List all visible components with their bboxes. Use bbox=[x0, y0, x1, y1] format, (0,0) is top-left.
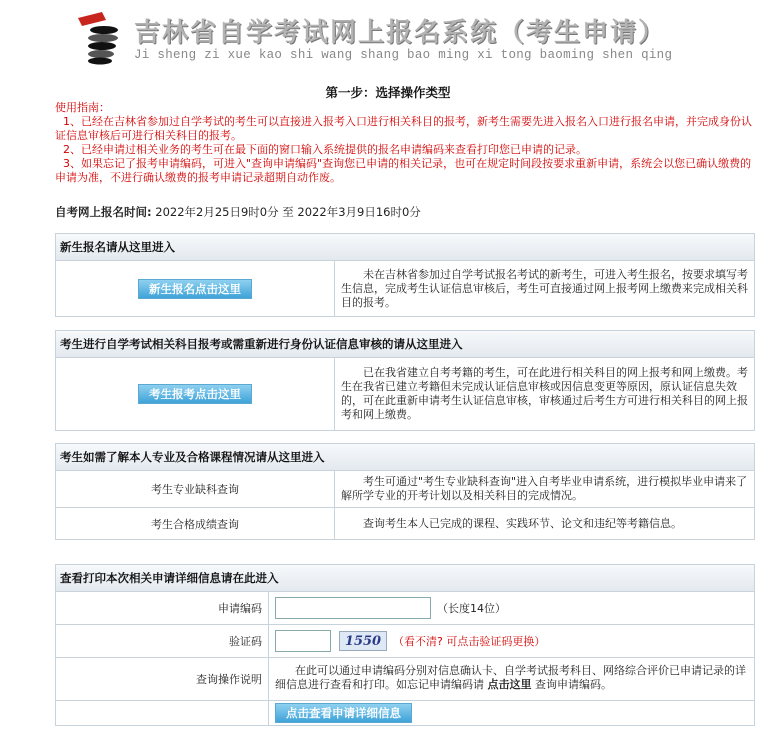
exam-registration-panel-title: 考生进行自学考试相关科目报考或需重新进行身份认证信息审核的请从这里进入 bbox=[56, 331, 754, 358]
query-instructions-text bbox=[269, 658, 754, 700]
query-panel bbox=[55, 443, 755, 540]
view-application-details-button[interactable]: 点击查看申请详细信息 bbox=[275, 703, 412, 723]
registration-time-label: 自考网上报名时间: bbox=[55, 205, 152, 219]
header bbox=[0, 0, 776, 72]
exam-register-button[interactable]: 考生报考点击这里 bbox=[138, 384, 252, 404]
passed-score-query-description: 查询考生本人已完成的课程、实践环节、论文和违纪等考籍信息。 bbox=[363, 516, 682, 530]
query-instructions-part-b: 查询申请编码。 bbox=[535, 678, 612, 691]
find-application-code-link[interactable]: 点击这里 bbox=[487, 678, 532, 691]
new-student-description: 未在吉林省参加过自学考试报名考试的新考生，可进入考生报名，按要求填写考生信息，完成考生认证信息审核后，考生可直接通过网上报考网上缴费来完成相关科目的报考。 bbox=[341, 267, 748, 309]
new-student-panel-title: 新生报名请从这里进入 bbox=[56, 234, 754, 261]
captcha-refresh-hint[interactable]: （看不清? 可点击验证码更换） bbox=[393, 635, 546, 648]
captcha-image[interactable]: 1550 bbox=[339, 631, 387, 651]
missing-course-query-link[interactable]: 考生专业缺科查询 bbox=[56, 471, 335, 507]
system-title: 吉林省自学考试网上报名系统（考生申请） bbox=[134, 18, 667, 48]
query-panel-title: 考生如需了解本人专业及合格课程情况请从这里进入 bbox=[56, 444, 754, 471]
new-student-panel bbox=[55, 233, 755, 317]
application-code-label: 申请编码 bbox=[56, 592, 269, 624]
button-row-spacer bbox=[56, 701, 269, 725]
guide-item-1: 1、已经在吉林省参加过自学考试的考生可以直接进入报考入口进行相关科目的报考，新考生需要先进入报名入口进行报名申请，并完成身份认证信息审核后可进行相关科目的报考。 bbox=[55, 115, 752, 142]
missing-course-query-description: 考生可通过"考生专业缺科查询"进入自考毕业申请系统，进行模拟毕业申请来了解所学专业的开考计划以及相关科目的完成情况。 bbox=[341, 475, 748, 502]
guide-item-3: 3、如果忘记了报考申请编码，可进入"查询申请编码"查询您已申请的相关记录，也可在规定时间段按要求重新申请，系统会以您已确认缴费的申请为准，不进行确认缴费的报考申请记录超期自动作废。 bbox=[55, 157, 752, 184]
exam-registration-panel bbox=[55, 330, 755, 431]
guide-heading: 使用指南： bbox=[55, 101, 110, 114]
application-code-hint: （长度14位） bbox=[437, 602, 506, 615]
usage-guide bbox=[55, 101, 755, 185]
guide-item-2: 2、已经申请过相关业务的考生可在最下面的窗口输入系统提供的报名申请编码来查看打印您已申请的记录。 bbox=[63, 143, 587, 156]
system-title-pinyin: Ji sheng zi xue kao shi wang shang bao ming xi tong baoming shen qing bbox=[134, 48, 673, 62]
print-application-panel-title: 查看打印本次相关申请详细信息请在此进入 bbox=[56, 565, 754, 592]
new-student-register-button[interactable]: 新生报名点击这里 bbox=[138, 279, 252, 299]
query-instructions-part-a: 在此可以通过申请编码分别对信息确认卡、自学考试报考科目、网络综合评价已申请记录的详细信息进行查看和打印。如忘记申请编码请 bbox=[275, 664, 746, 691]
exam-registration-description: 已在我省建立自考考籍的考生，可在此进行相关科目的网上报考和网上缴费。考生在我省已建立考籍但未完成认证信息审核或因信息变更等原因，原认证信息失效的，可在此重新申请考生认证信息审核，审核通过后考生方可进行相关科目的网上报考和网上缴费。 bbox=[341, 366, 748, 421]
application-code-input[interactable] bbox=[275, 597, 431, 619]
registration-time bbox=[55, 204, 421, 220]
step-title: 第一步：选择操作类型 bbox=[325, 85, 451, 100]
registration-time-value: 2022年2月25日9时0分 至 2022年3月9日16时0分 bbox=[155, 205, 421, 219]
query-instructions-label: 查询操作说明 bbox=[56, 658, 269, 700]
passed-score-query-link[interactable]: 考生合格成绩查询 bbox=[56, 508, 335, 539]
captcha-label: 验证码 bbox=[56, 625, 269, 657]
captcha-input[interactable] bbox=[275, 630, 331, 652]
print-application-panel bbox=[55, 564, 755, 726]
system-logo-icon bbox=[72, 10, 128, 66]
